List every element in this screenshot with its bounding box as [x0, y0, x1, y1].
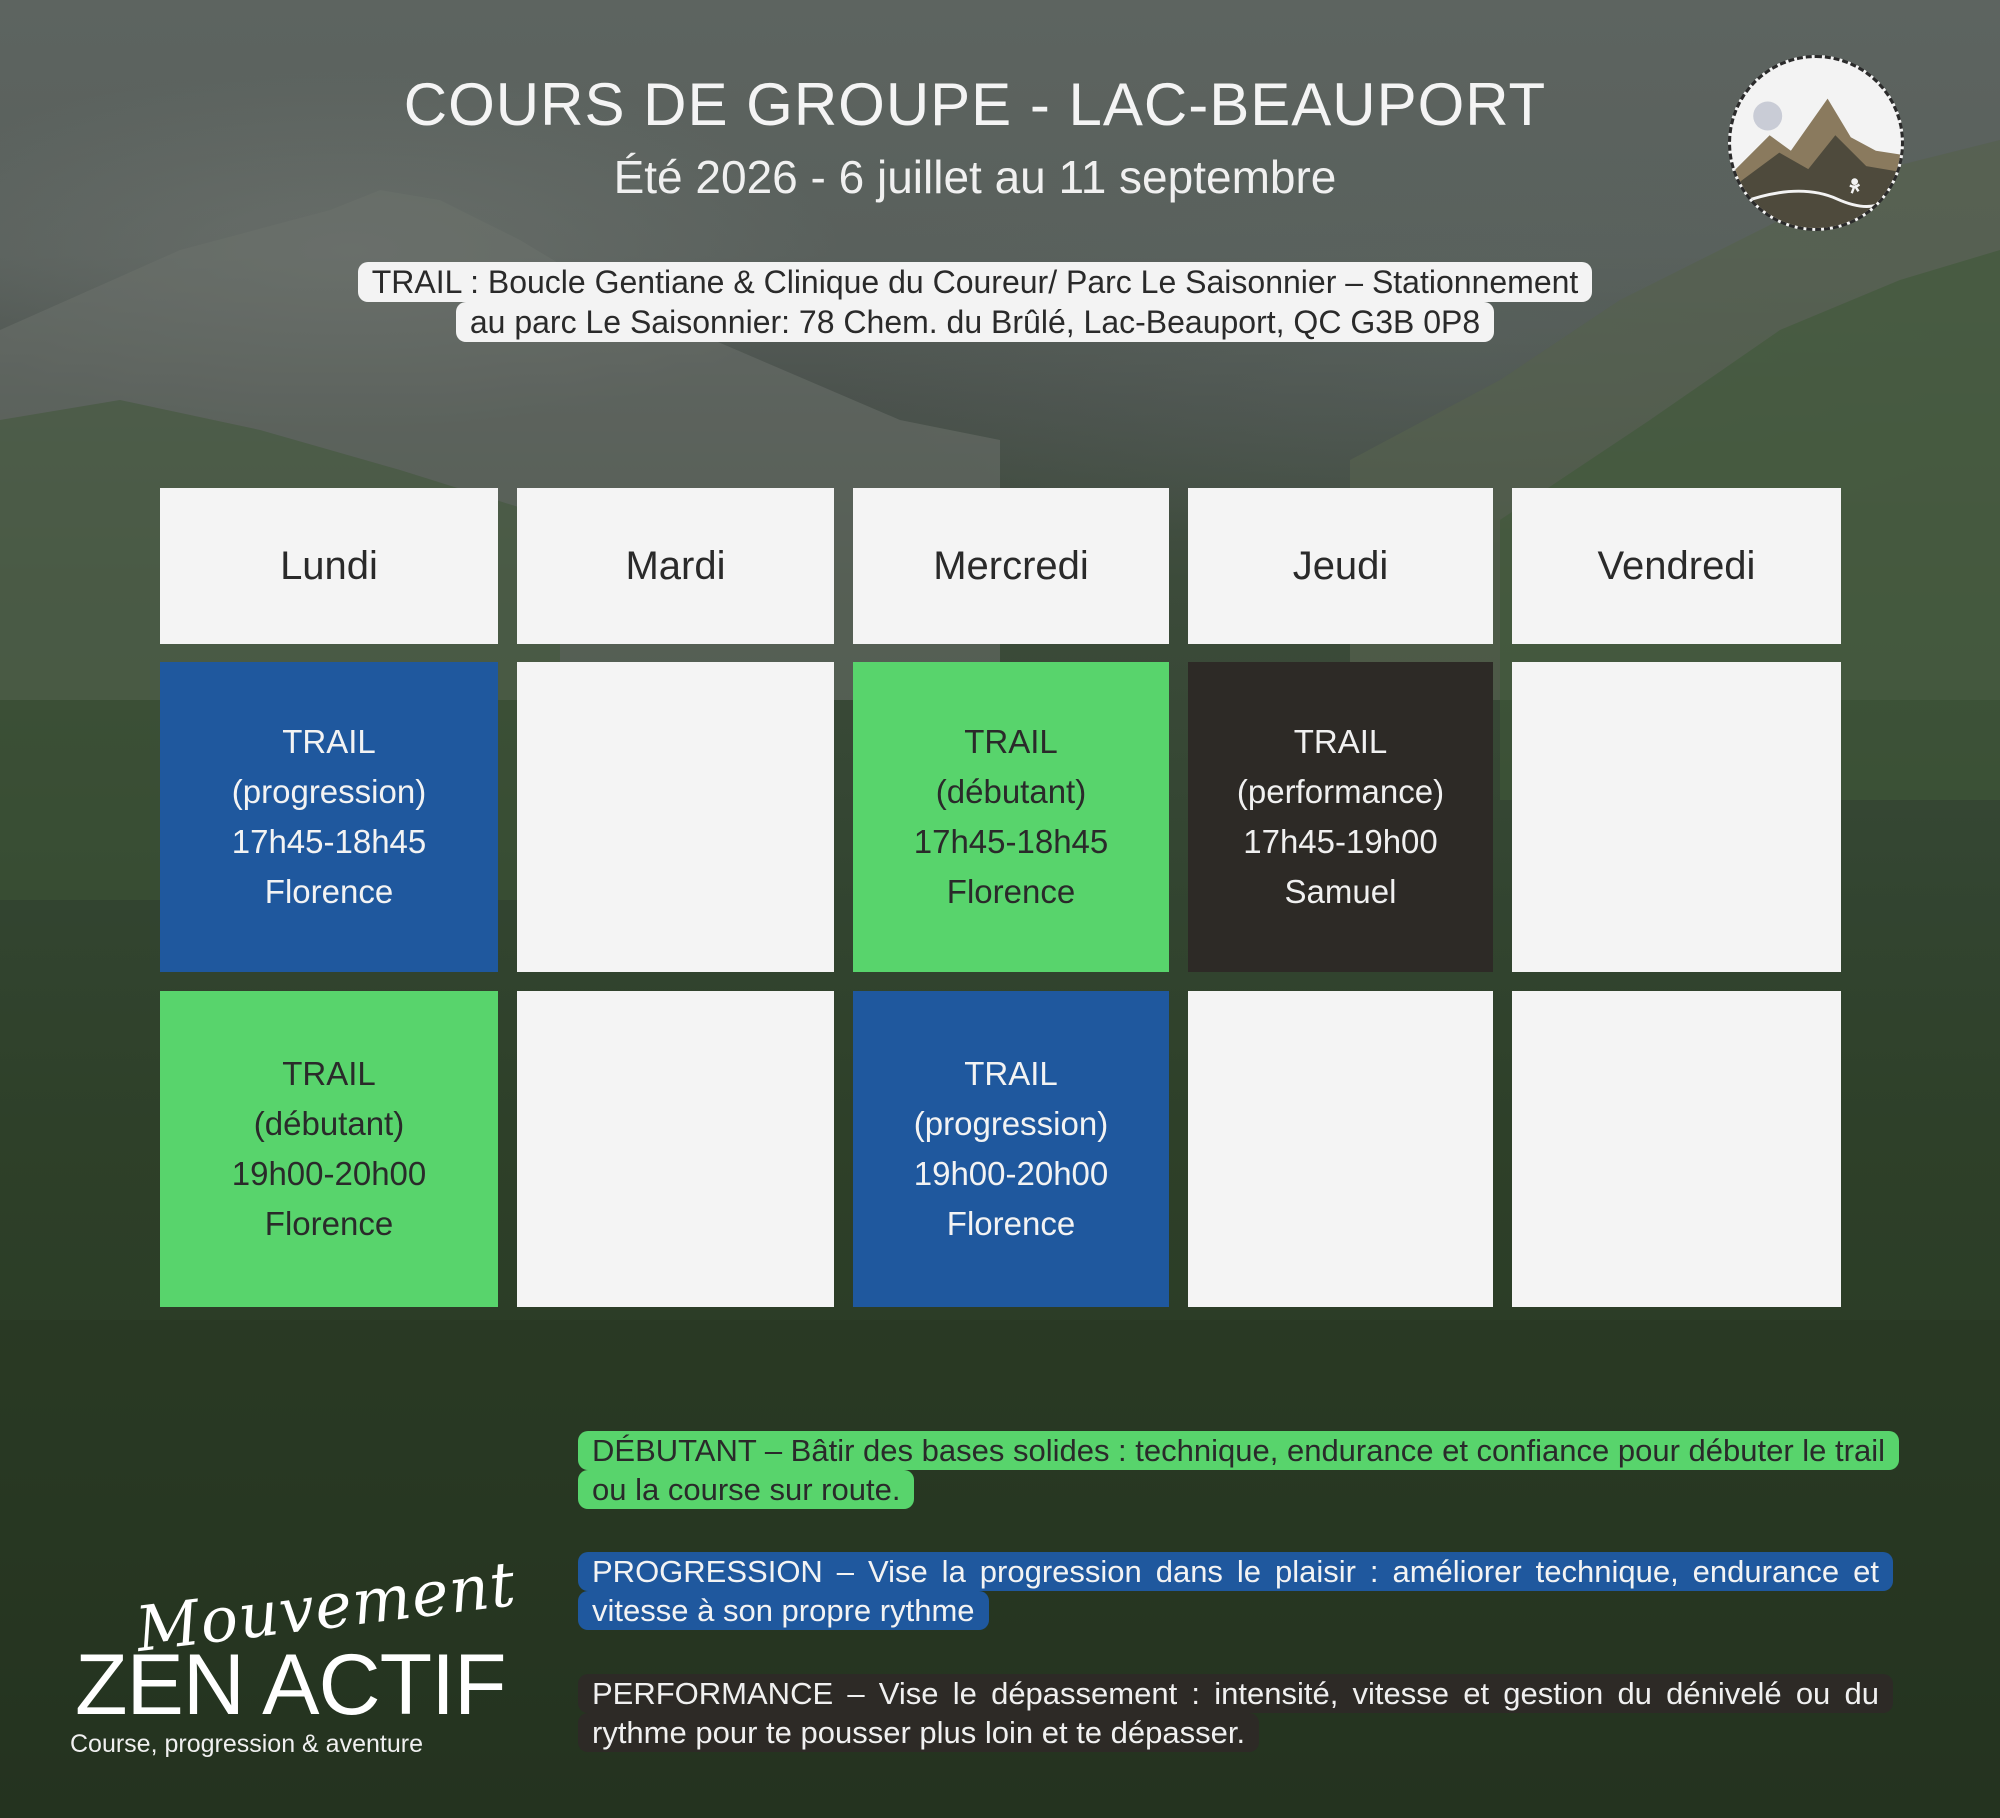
class-level: (débutant) [253, 1105, 405, 1142]
class-coach: Samuel [1284, 873, 1397, 910]
brand-logo [60, 1547, 520, 1770]
class-time: 17h45-18h45 [231, 823, 427, 860]
class-name: TRAIL [282, 1055, 376, 1092]
brand-name: ZEN ACTIF [75, 1637, 506, 1733]
class-level: (performance) [1236, 773, 1445, 810]
legend-performance [578, 1674, 1893, 1752]
mountain-runner-icon [1728, 55, 1904, 231]
empty-cell-mardi-1 [517, 662, 834, 972]
class-coach: Florence [264, 1205, 394, 1242]
class-name: TRAIL [282, 723, 376, 760]
page-title: COURS DE GROUPE - LAC-BEAUPORT [403, 71, 1547, 138]
class-cell-mercredi-1 [853, 662, 1169, 972]
class-name: TRAIL [1293, 723, 1388, 760]
class-level: (progression) [913, 1105, 1109, 1142]
class-name: TRAIL [964, 723, 1058, 760]
legend-performance-text: PERFORMANCE – Vise le dépassement : intensité, vitesse et gestion du dénivelé ou du rythme pour te pousser plus loin et te dépasser. [578, 1674, 1893, 1752]
class-time: 17h45-19h00 [1243, 823, 1438, 860]
page-subtitle: Été 2026 - 6 juillet au 11 septembre [613, 151, 1337, 203]
legend-progression-text: PROGRESSION – Vise la progression dans le plaisir : améliorer technique, endurance et vitesse à son propre rythme [578, 1552, 1893, 1630]
location-line-2: au parc Le Saisonnier: 78 Chem. du Brûlé, Lac-Beauport, QC G3B 0P8 [456, 302, 1494, 342]
class-cell-lundi-2 [160, 991, 498, 1307]
location-info [0, 262, 1950, 342]
day-header-lundi: Lundi [160, 488, 498, 644]
class-level: (débutant) [935, 773, 1087, 810]
day-header-vendredi: Vendredi [1512, 488, 1841, 644]
brand-script: Mouvement [131, 1547, 520, 1666]
location-line-1: TRAIL : Boucle Gentiane & Clinique du Coureur/ Parc Le Saisonnier – Stationnement [358, 262, 1593, 302]
day-header-mardi: Mardi [517, 488, 834, 644]
class-coach: Florence [264, 873, 394, 910]
class-name: TRAIL [964, 1055, 1058, 1092]
class-cell-jeudi-1 [1188, 662, 1493, 972]
empty-cell-jeudi-2 [1188, 991, 1493, 1307]
day-header-jeudi: Jeudi [1188, 488, 1493, 644]
brand-tagline: Course, progression & aventure [70, 1730, 423, 1758]
class-coach: Florence [946, 1205, 1076, 1242]
class-time: 17h45-18h45 [913, 823, 1109, 860]
class-cell-mercredi-2 [853, 991, 1169, 1307]
class-cell-lundi-1 [160, 662, 498, 972]
empty-cell-vendredi-2 [1512, 991, 1841, 1307]
legend-debutant [578, 1431, 1893, 1509]
legend-debutant-text: DÉBUTANT – Bâtir des bases solides : technique, endurance et confiance pour débuter le trail ou la course sur route. [578, 1431, 1899, 1509]
class-time: 19h00-20h00 [231, 1155, 427, 1192]
class-level: (progression) [231, 773, 427, 810]
empty-cell-mardi-2 [517, 991, 834, 1307]
legend-progression [578, 1552, 1893, 1630]
class-coach: Florence [946, 873, 1076, 910]
class-time: 19h00-20h00 [913, 1155, 1109, 1192]
empty-cell-vendredi-1 [1512, 662, 1841, 972]
day-header-mercredi: Mercredi [853, 488, 1169, 644]
